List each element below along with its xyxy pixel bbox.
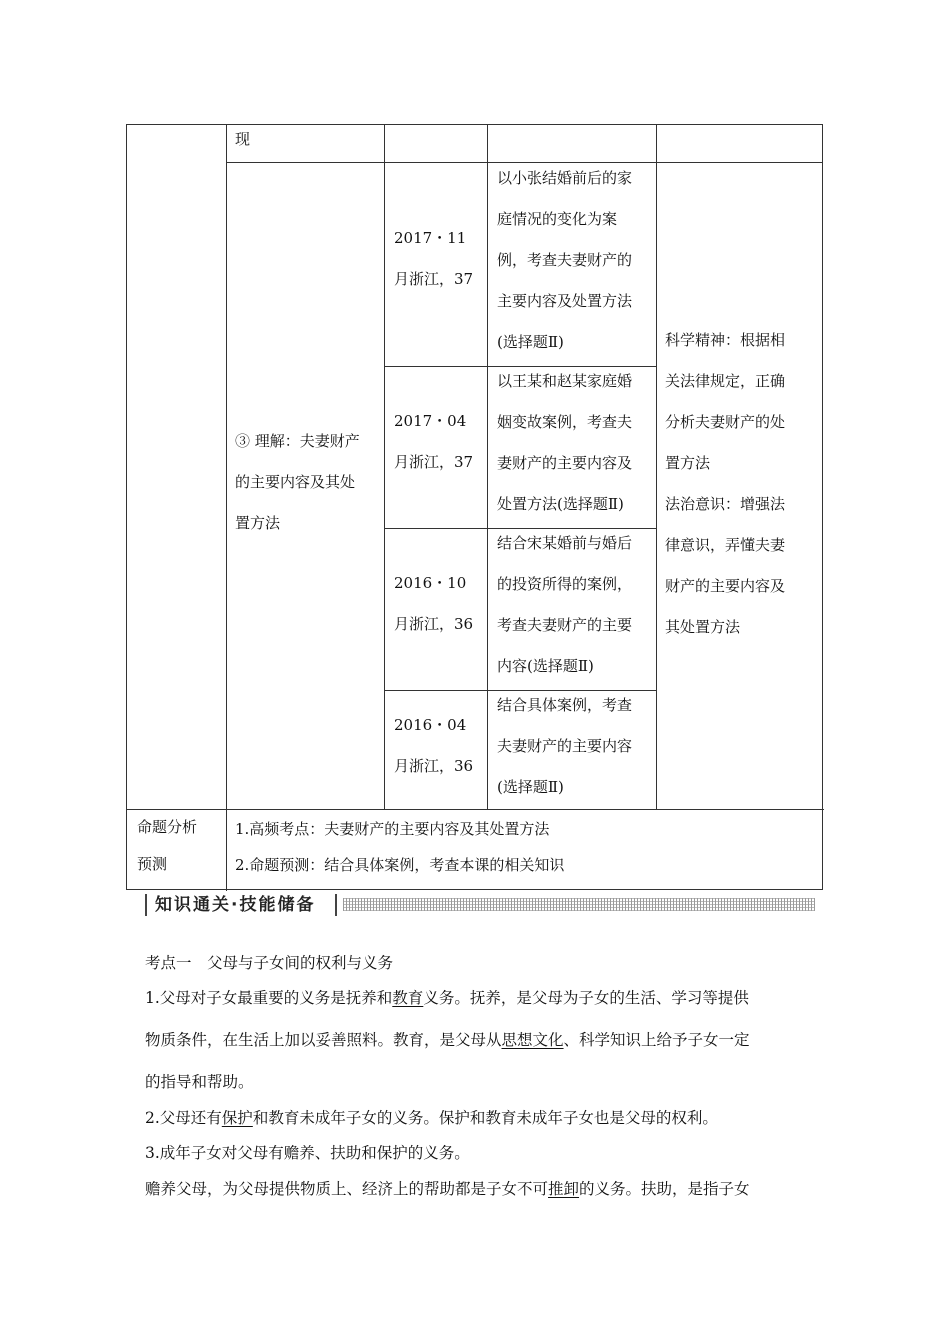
exam-time: 2016・04 月浙江，36 xyxy=(394,716,474,775)
paragraph-line: 2.父母还有保护和教育未成年子女的义务。保护和教育未成年子女也是父母的权利。 xyxy=(145,1109,718,1127)
underlined-term: 教育 xyxy=(392,989,424,1007)
paragraph-line: 赡养父母，为父母提供物质上、经济上的帮助都是子女不可推卸的义务。扶助，是指子女 xyxy=(145,1180,750,1198)
col-divider xyxy=(226,809,227,891)
paragraph-line: 1.父母对子女最重要的义务是抚养和教育义务。抚养，是父母为子女的生活、学习等提供 xyxy=(145,989,749,1007)
paragraph-line: 物质条件，在生活上加以妥善照料。教育，是父母从思想文化、科学知识上给予子女一定 xyxy=(145,1031,750,1049)
banner-edge xyxy=(145,894,147,916)
standard-point-3: ③ 理解：夫妻财产 的主要内容及其处 置方法 xyxy=(235,432,360,532)
top-cell-text: 现 xyxy=(235,130,251,148)
banner-edge xyxy=(335,894,337,916)
col-divider xyxy=(226,125,227,809)
col-divider xyxy=(487,125,488,809)
underlined-term: 推卸 xyxy=(548,1180,580,1198)
banner-title: 知识通关·技能储备 xyxy=(155,895,316,915)
underlined-term: 保护 xyxy=(221,1109,253,1127)
row-divider xyxy=(127,809,824,810)
col-divider xyxy=(656,125,657,809)
exam-time: 2016・10 月浙江，36 xyxy=(394,574,474,633)
course-standard-table xyxy=(126,124,823,890)
paragraph-line: 的指导和帮助。 xyxy=(145,1073,254,1091)
banner-pattern xyxy=(343,898,815,911)
paragraph-line: 3.成年子女对父母有赡养、扶助和保护的义务。 xyxy=(145,1144,470,1162)
col-divider xyxy=(384,125,385,809)
exam-description: 结合宋某婚前与婚后 的投资所得的案例， 考查夫妻财产的主要 内容(选择题Ⅱ) xyxy=(497,534,633,675)
exam-description: 结合具体案例，考查 夫妻财产的主要内容 (选择题Ⅱ) xyxy=(497,696,633,796)
section-heading: 考点一 父母与子女间的权利与义务 xyxy=(145,954,394,972)
exam-description: 以王某和赵某家庭婚 姻变故案例，考查夫 妻财产的主要内容及 处置方法(选择题Ⅱ) xyxy=(497,372,633,513)
section-banner xyxy=(145,893,815,917)
core-literacy: 科学精神：根据相 关法律规定，正确 分析夫妻财产的处 置方法 法治意识：增强法 律意识，弄懂夫妻 财产的主要内容及 其处置方法 xyxy=(665,331,786,636)
exam-time: 2017・04 月浙江，37 xyxy=(394,412,474,471)
forecast-label: 命题分析 预测 xyxy=(137,818,198,873)
exam-time: 2017・11 月浙江，37 xyxy=(394,229,474,288)
forecast-content: 1.高频考点：夫妻财产的主要内容及其处置方法 2.命题预测：结合具体案例，考查本课的相关知识 xyxy=(235,820,565,874)
exam-description: 以小张结婚前后的家 庭情况的变化为案 例，考查夫妻财产的 主要内容及处置方法 (选择题Ⅱ) xyxy=(497,169,633,351)
underlined-term: 思想文化 xyxy=(501,1031,564,1049)
